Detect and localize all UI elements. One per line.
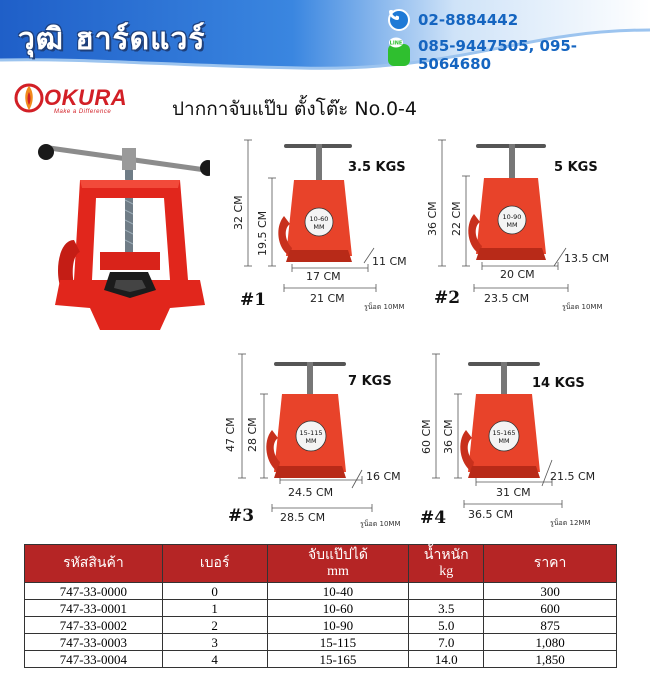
vise-3-weight: 7 KGS	[348, 374, 392, 389]
cell-capacity: 15-165	[267, 651, 409, 668]
cell-number: 2	[162, 617, 267, 634]
product-title: ปากกาจับแป๊บ ตั้งโต๊ะ No.0-4	[172, 98, 417, 120]
line-contact[interactable]	[388, 37, 650, 73]
spec-diagram-1	[226, 138, 426, 318]
vise-4-height-outer: 60 CM	[420, 419, 433, 454]
table-header-row	[25, 545, 617, 583]
cell-code: 747-33-0000	[25, 583, 163, 600]
spec-diagram-2	[418, 138, 628, 318]
cell-number: 0	[162, 583, 267, 600]
cell-capacity: 10-90	[267, 617, 409, 634]
vise-4-size-label: 15-165	[492, 429, 516, 437]
header-capacity-line2: mm	[327, 563, 349, 579]
okura-emblem-icon	[14, 80, 44, 120]
vise-2-width-outer: 23.5 CM	[484, 292, 530, 305]
cell-number: 1	[162, 600, 267, 617]
vise-2-height-inner: 22 CM	[450, 201, 463, 236]
vise-1-depth: 11 CM	[372, 255, 407, 268]
cell-capacity: 10-60	[267, 600, 409, 617]
vise-3-number: #3	[228, 506, 255, 526]
table-row	[25, 583, 617, 600]
table-row	[25, 617, 617, 634]
svg-text:LINE: LINE	[389, 40, 403, 47]
header-price: ราคา	[484, 545, 617, 583]
header-capacity-line1: จับแป๊ปได้	[307, 547, 368, 563]
price-table	[24, 544, 617, 668]
vise-1-width-outer: 21 CM	[310, 292, 345, 305]
vise-4-depth: 21.5 CM	[550, 470, 596, 483]
vise-2-size-label: 10-90	[502, 213, 522, 221]
header-code: รหัสสินค้า	[25, 545, 163, 583]
vise-1-height-inner: 19.5 CM	[256, 210, 269, 256]
vise-4-size-unit: MM	[498, 437, 510, 445]
vise-4-width-outer: 36.5 CM	[468, 508, 514, 521]
spec-diagram-3	[216, 350, 416, 535]
vise-2-width-inner: 20 CM	[500, 268, 535, 281]
vise-4-width-inner: 31 CM	[496, 486, 531, 499]
vise-3-width-inner: 24.5 CM	[288, 486, 334, 499]
line-numbers: 085-9447505, 095-5064680	[417, 37, 578, 73]
cell-weight: 3.5	[409, 600, 484, 617]
cell-weight: 5.0	[409, 617, 484, 634]
line-app-icon	[388, 40, 410, 66]
vise-1-size-label: 10-60	[309, 215, 329, 223]
cell-number: 3	[162, 634, 267, 651]
table-row	[25, 651, 617, 668]
vise-2-depth: 13.5 CM	[564, 252, 610, 265]
spec-diagram-4	[412, 350, 627, 535]
header-capacity	[267, 545, 409, 583]
phone-contact[interactable]	[388, 9, 518, 31]
cell-price: 1,080	[484, 634, 617, 651]
brand-title: วุฒิ ฮาร์ดแวร์	[18, 22, 206, 57]
vise-4-bolt: รูน็อต 12MM	[550, 519, 591, 527]
vise-3-size-label: 15-115	[299, 429, 323, 437]
vise-4-height-inner: 36 CM	[442, 419, 455, 454]
vise-2-weight: 5 KGS	[554, 160, 598, 175]
logo-tagline: Make a Difference	[54, 109, 112, 115]
cell-weight	[409, 583, 484, 600]
cell-price: 1,850	[484, 651, 617, 668]
cell-price: 875	[484, 617, 617, 634]
cell-capacity: 15-115	[267, 634, 409, 651]
cell-price: 600	[484, 600, 617, 617]
cell-code: 747-33-0001	[25, 600, 163, 617]
vise-4-number: #4	[420, 508, 447, 528]
table-row	[25, 600, 617, 617]
vise-2-size-unit: MM	[506, 221, 518, 229]
logo-word: OKURA	[44, 85, 128, 110]
cell-number: 4	[162, 651, 267, 668]
vise-2-number: #2	[434, 288, 461, 308]
vise-1-height-outer: 32 CM	[232, 195, 245, 230]
phone-number: 02-8884442	[418, 11, 519, 29]
cell-code: 747-33-0002	[25, 617, 163, 634]
vise-3-height-outer: 47 CM	[224, 417, 237, 452]
header-weight-line2: kg	[439, 563, 454, 579]
vise-3-depth: 16 CM	[366, 470, 401, 483]
vise-3-width-outer: 28.5 CM	[280, 511, 326, 524]
vise-3-size-unit: MM	[305, 437, 317, 445]
okura-logo	[14, 80, 144, 122]
vise-1-bolt: รูน็อต 10MM	[364, 303, 405, 311]
cell-weight: 14.0	[409, 651, 484, 668]
vise-2-bolt: รูน็อต 10MM	[562, 303, 603, 311]
header-number: เบอร์	[162, 545, 267, 583]
vise-2-height-outer: 36 CM	[426, 201, 439, 236]
cell-weight: 7.0	[409, 634, 484, 651]
cell-capacity: 10-40	[267, 583, 409, 600]
header-weight	[409, 545, 484, 583]
vise-4-weight: 14 KGS	[532, 376, 585, 391]
vise-1-weight: 3.5 KGS	[348, 160, 406, 175]
vise-1-size-unit: MM	[313, 223, 325, 231]
phone-icon	[388, 9, 410, 31]
product-photo	[30, 140, 210, 340]
vise-1-number: #1	[240, 290, 267, 310]
table-row	[25, 634, 617, 651]
vise-3-height-inner: 28 CM	[246, 417, 259, 452]
cell-code: 747-33-0004	[25, 651, 163, 668]
cell-price: 300	[484, 583, 617, 600]
vise-1-width-inner: 17 CM	[306, 270, 341, 283]
header-weight-line1: น้ำหนัก	[423, 547, 469, 563]
header-banner	[0, 0, 650, 74]
cell-code: 747-33-0003	[25, 634, 163, 651]
vise-3-bolt: รูน็อต 10MM	[360, 520, 401, 528]
